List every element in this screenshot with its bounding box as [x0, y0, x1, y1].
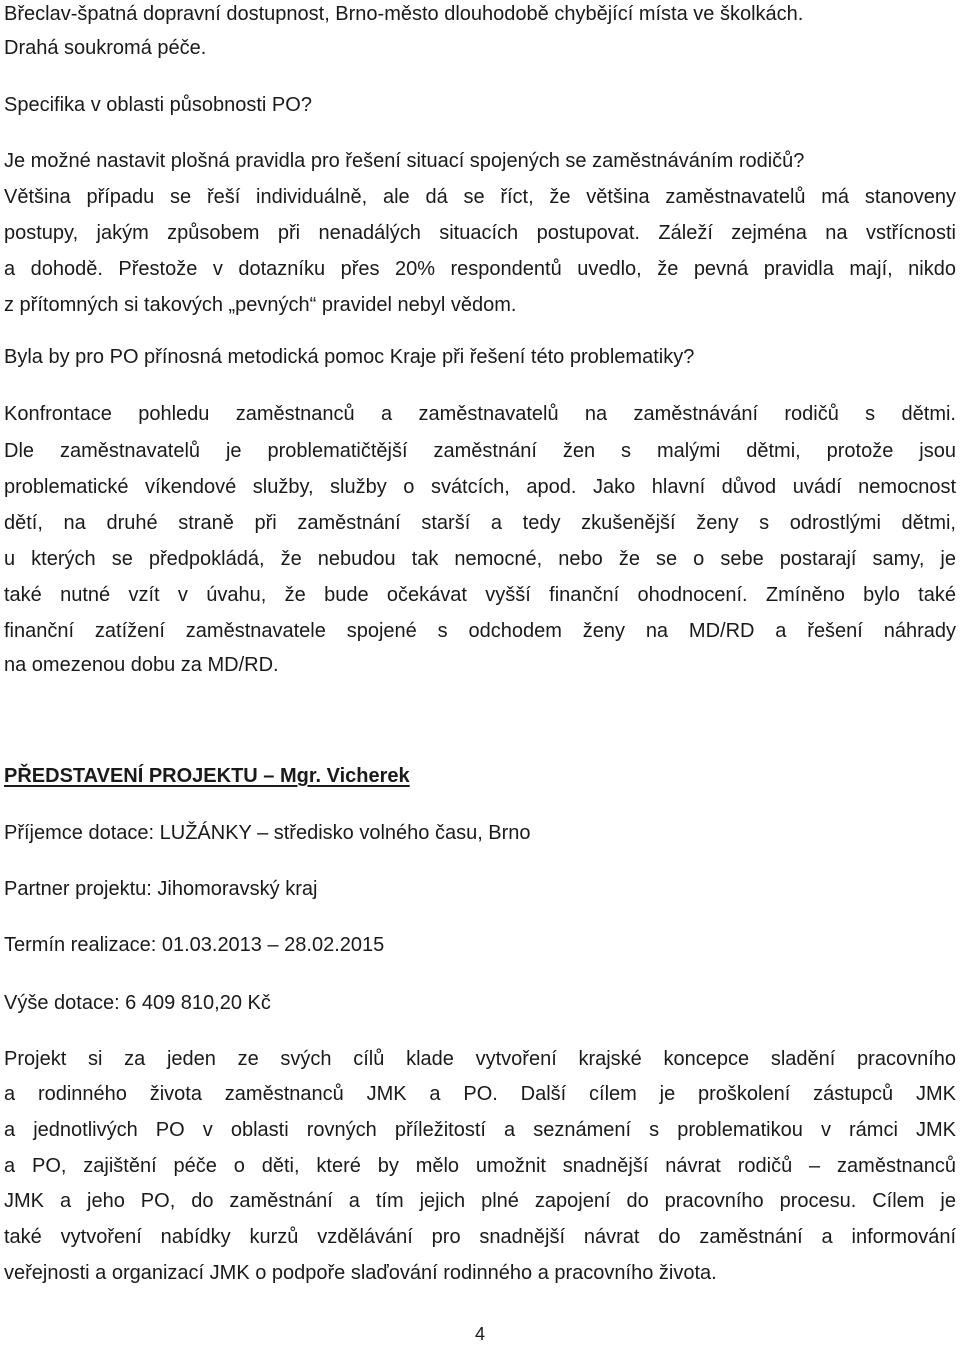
- grant-recipient: Příjemce dotace: LUŽÁNKY – středisko volného času, Brno: [4, 822, 531, 844]
- paragraph-3-line-8: na omezenou dobu za MD/RD.: [4, 654, 279, 676]
- paragraph-2-line-4: a dohodě. Přestože v dotazníku přes 20% respondentů uvedlo, že pevná pravidla mají, nikdo: [4, 258, 956, 280]
- paragraph-3-line-6: také nutné vzít v úvahu, že bude očekávat vyšší finanční ohodnocení. Zmíněno bylo také: [4, 584, 956, 606]
- project-heading: PŘEDSTAVENÍ PROJEKTU – Mgr. Vicherek: [4, 765, 410, 787]
- paragraph-3-line-7: finanční zatížení zaměstnavatele spojené s odchodem ženy na MD/RD a řešení náhrady: [4, 620, 956, 642]
- paragraph-4-line-1: Projekt si za jeden ze svých cílů klade vytvoření krajské koncepce sladění pracovního: [4, 1048, 956, 1070]
- paragraph-4-line-3: a jednotlivých PO v oblasti rovných příležitostí a seznámení s problematikou v rámci JMK: [4, 1119, 956, 1141]
- paragraph-1-line-2: Drahá soukromá péče.: [4, 37, 207, 59]
- project-partner: Partner projektu: Jihomoravský kraj: [4, 878, 318, 900]
- paragraph-4-line-6: také vytvoření nabídky kurzů vzdělávání pro snadnější návrat do zaměstnání a informování: [4, 1226, 956, 1248]
- paragraph-3-line-1: Konfrontace pohledu zaměstnanců a zaměstnavatelů na zaměstnávání rodičů s dětmi.: [4, 403, 956, 425]
- paragraph-2-line-1: Je možné nastavit plošná pravidla pro řešení situací spojených se zaměstnáváním rodičů?: [4, 150, 805, 172]
- paragraph-2-line-5: z přítomných si takových „pevných“ pravidel nebyl vědom.: [4, 294, 517, 316]
- paragraph-2-line-2: Většina případu se řeší individuálně, ale dá se říct, že většina zaměstnavatelů má stanoveny: [4, 186, 956, 208]
- question-po-specifics: Specifika v oblasti působnosti PO?: [4, 94, 312, 116]
- paragraph-4-line-7: veřejnosti a organizací JMK o podpoře slaďování rodinného a pracovního života.: [4, 1262, 717, 1284]
- paragraph-3-line-4: dětí, na druhé straně při zaměstnání starší a tedy zkušenější ženy s odrostlými dětmi,: [4, 512, 956, 534]
- paragraph-4-line-2: a rodinného života zaměstnanců JMK a PO. Další cílem je proškolení zástupců JMK: [4, 1083, 956, 1105]
- paragraph-4-line-5: JMK a jeho PO, do zaměstnání a tím jejich plné zapojení do pracovního procesu. Cílem je: [4, 1190, 956, 1212]
- paragraph-1-line-1: Břeclav-špatná dopravní dostupnost, Brno-město dlouhodobě chybějící místa ve školkách.: [4, 3, 804, 25]
- question-methodical-help: Byla by pro PO přínosná metodická pomoc Kraje při řešení této problematiky?: [4, 346, 695, 368]
- paragraph-3-line-3: problematické víkendové služby, služby o svátcích, apod. Jako hlavní důvod uvádí nemocnost: [4, 476, 956, 498]
- page-number: 4: [474, 1324, 485, 1344]
- paragraph-3-line-5: u kterých se předpokládá, že nebudou tak nemocné, nebo že se o sebe postarají samy, je: [4, 548, 956, 570]
- grant-amount: Výše dotace: 6 409 810,20 Kč: [4, 992, 271, 1014]
- paragraph-2-line-3: postupy, jakým způsobem při nenadálých situacích postupovat. Záleží zejména na vstřícnosti: [4, 222, 956, 244]
- paragraph-3-line-2: Dle zaměstnavatelů je problematičtější zaměstnání žen s malými dětmi, protože jsou: [4, 440, 956, 462]
- realization-term: Termín realizace: 01.03.2013 – 28.02.2015: [4, 934, 385, 956]
- paragraph-4-line-4: a PO, zajištění péče o děti, které by mělo umožnit snadnější návrat rodičů – zaměstnanců: [4, 1155, 956, 1177]
